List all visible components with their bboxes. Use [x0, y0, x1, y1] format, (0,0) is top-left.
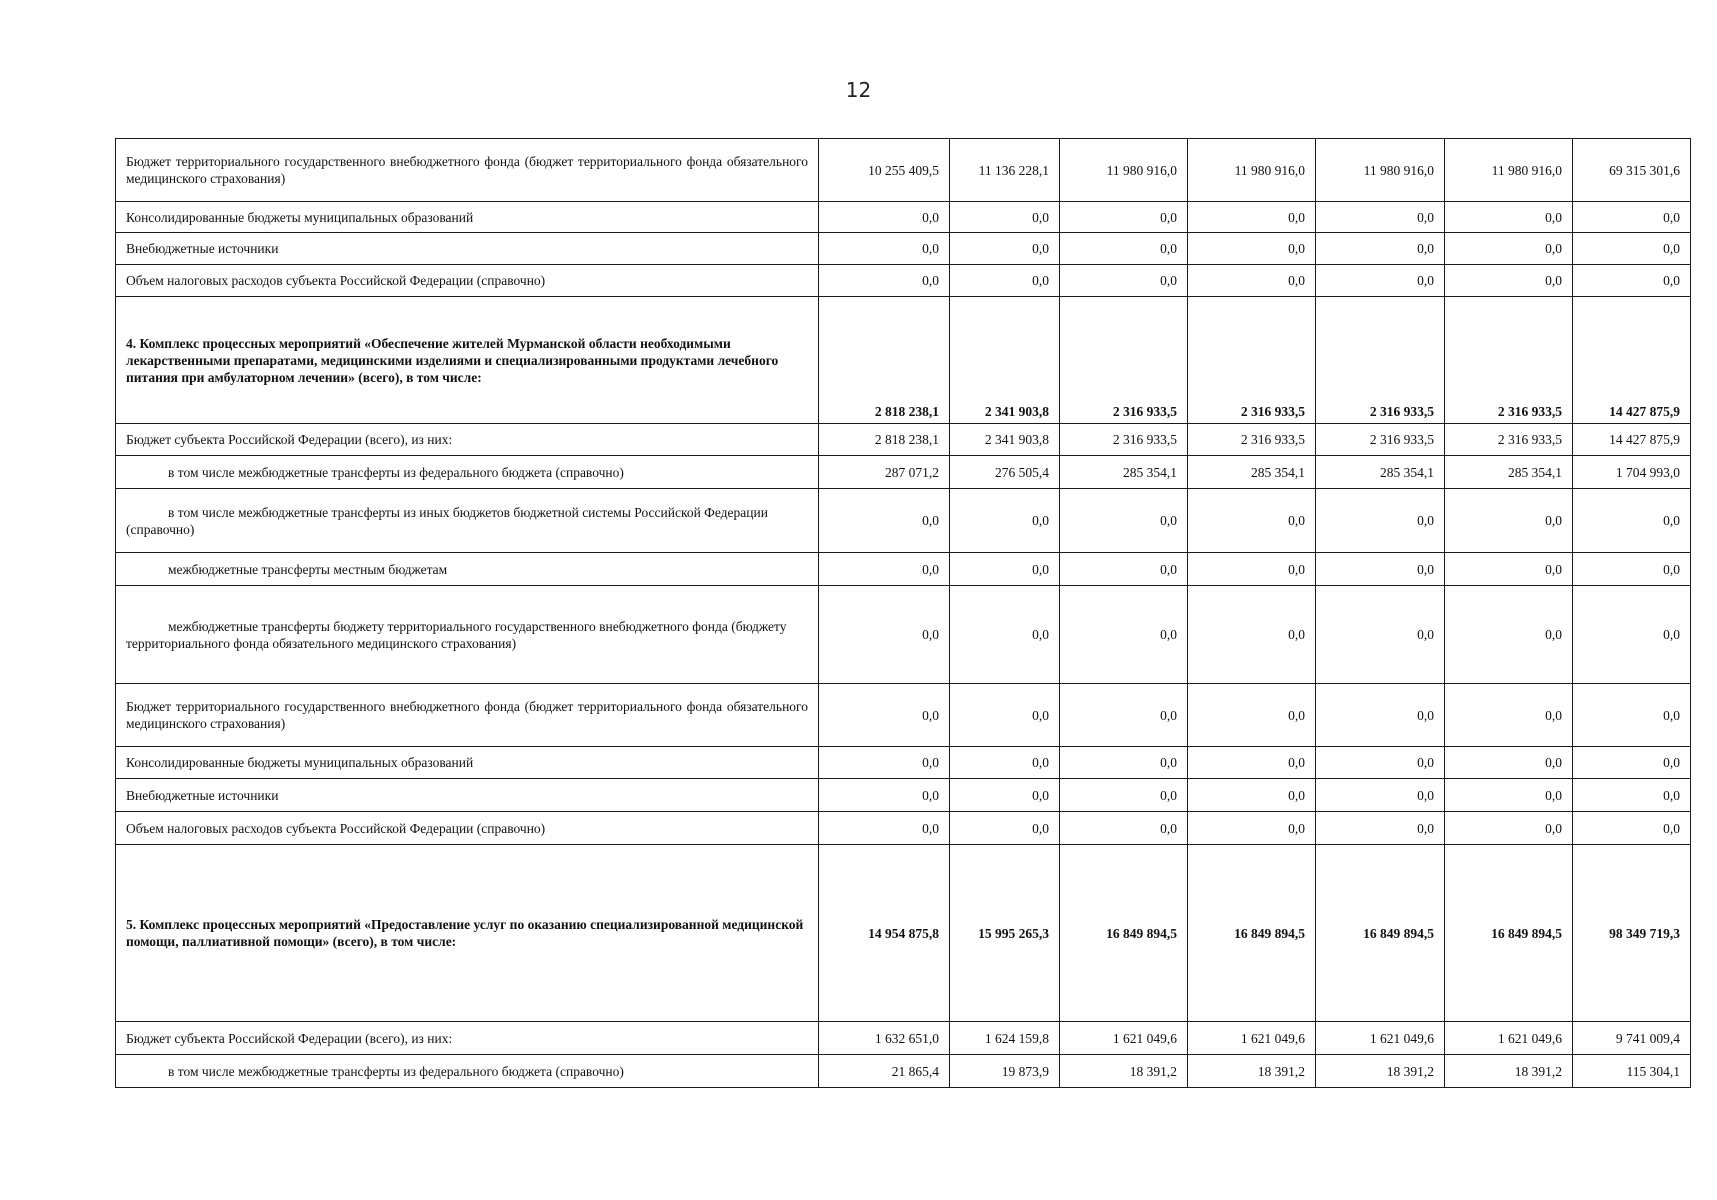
value-cell: 0,0 — [1188, 265, 1316, 297]
value-cell: 0,0 — [1445, 747, 1573, 779]
value-cell: 0,0 — [1445, 779, 1573, 812]
value-cell: 0,0 — [1060, 779, 1188, 812]
value-cell: 0,0 — [1445, 812, 1573, 845]
row-label: Внебюджетные источники — [116, 233, 819, 265]
value-cell: 0,0 — [1060, 586, 1188, 684]
section-label: 5. Комплекс процессных мероприятий «Предоставление услуг по оказанию специализированной медицинской помощи, паллиативной помощи» (всего), в том числе: — [116, 845, 819, 1022]
budget-table — [115, 138, 1691, 1088]
table-row — [116, 553, 1691, 586]
value-cell: 2 316 933,5 — [1316, 424, 1445, 456]
value-cell: 11 980 916,0 — [1316, 139, 1445, 202]
table-row — [116, 779, 1691, 812]
value-cell: 2 316 933,5 — [1445, 424, 1573, 456]
table-row — [116, 265, 1691, 297]
value-cell: 0,0 — [819, 202, 950, 233]
table-row — [116, 456, 1691, 489]
value-cell: 1 632 651,0 — [819, 1022, 950, 1055]
value-cell: 16 849 894,5 — [1188, 845, 1316, 1022]
total-cell: 0,0 — [1573, 202, 1691, 233]
value-cell: 1 621 049,6 — [1445, 1022, 1573, 1055]
value-cell: 18 391,2 — [1445, 1055, 1573, 1088]
total-cell: 0,0 — [1573, 684, 1691, 747]
value-cell: 0,0 — [1188, 586, 1316, 684]
value-cell: 0,0 — [819, 489, 950, 553]
value-cell: 2 341 903,8 — [950, 424, 1060, 456]
value-cell: 0,0 — [819, 684, 950, 747]
table-row — [116, 139, 1691, 202]
section-row — [116, 297, 1691, 424]
value-cell: 1 624 159,8 — [950, 1022, 1060, 1055]
value-cell: 2 316 933,5 — [1060, 424, 1188, 456]
total-cell: 0,0 — [1573, 265, 1691, 297]
value-cell: 21 865,4 — [819, 1055, 950, 1088]
table-row — [116, 489, 1691, 553]
value-cell: 0,0 — [1445, 265, 1573, 297]
value-cell: 0,0 — [1445, 553, 1573, 586]
total-cell: 0,0 — [1573, 233, 1691, 265]
value-cell: 0,0 — [819, 553, 950, 586]
value-cell: 1 621 049,6 — [1060, 1022, 1188, 1055]
value-cell: 0,0 — [1188, 233, 1316, 265]
value-cell: 0,0 — [1060, 553, 1188, 586]
value-cell: 1 621 049,6 — [1316, 1022, 1445, 1055]
value-cell: 0,0 — [1316, 812, 1445, 845]
row-label: в том числе межбюджетные трансферты из иных бюджетов бюджетной системы Российской Федерации (справочно) — [116, 489, 819, 553]
value-cell: 0,0 — [950, 812, 1060, 845]
value-cell: 285 354,1 — [1060, 456, 1188, 489]
value-cell: 0,0 — [819, 233, 950, 265]
value-cell: 0,0 — [950, 684, 1060, 747]
value-cell: 0,0 — [1060, 812, 1188, 845]
table-row — [116, 1022, 1691, 1055]
value-cell: 11 980 916,0 — [1060, 139, 1188, 202]
value-cell: 0,0 — [1316, 202, 1445, 233]
value-cell: 0,0 — [1445, 489, 1573, 553]
total-cell: 0,0 — [1573, 779, 1691, 812]
value-cell: 2 341 903,8 — [950, 297, 1060, 424]
value-cell: 0,0 — [950, 489, 1060, 553]
value-cell: 0,0 — [1188, 553, 1316, 586]
value-cell: 285 354,1 — [1316, 456, 1445, 489]
value-cell: 18 391,2 — [1060, 1055, 1188, 1088]
value-cell: 0,0 — [1188, 489, 1316, 553]
value-cell: 0,0 — [950, 233, 1060, 265]
value-cell: 11 980 916,0 — [1188, 139, 1316, 202]
value-cell: 285 354,1 — [1188, 456, 1316, 489]
value-cell: 18 391,2 — [1316, 1055, 1445, 1088]
total-cell: 0,0 — [1573, 747, 1691, 779]
value-cell: 0,0 — [819, 265, 950, 297]
value-cell: 0,0 — [1316, 553, 1445, 586]
value-cell: 2 818 238,1 — [819, 297, 950, 424]
budget-table-body — [116, 139, 1691, 1088]
row-label: Объем налоговых расходов субъекта Российской Федерации (справочно) — [116, 812, 819, 845]
row-label: межбюджетные трансферты местным бюджетам — [116, 553, 819, 586]
row-label: межбюджетные трансферты бюджету территориального государственного внебюджетного фонда (бюджету территориального фонда обязательного медицинского страхования) — [116, 586, 819, 684]
table-row — [116, 684, 1691, 747]
value-cell: 0,0 — [1188, 747, 1316, 779]
total-cell: 0,0 — [1573, 586, 1691, 684]
value-cell: 0,0 — [1445, 202, 1573, 233]
value-cell: 2 316 933,5 — [1060, 297, 1188, 424]
value-cell: 11 980 916,0 — [1445, 139, 1573, 202]
row-label: Консолидированные бюджеты муниципальных образований — [116, 202, 819, 233]
total-cell: 1 704 993,0 — [1573, 456, 1691, 489]
row-label: Бюджет субъекта Российской Федерации (всего), из них: — [116, 1022, 819, 1055]
section-label: 4. Комплекс процессных мероприятий «Обеспечение жителей Мурманской области необходимыми лекарственными препаратами, медицинскими изделиями и специализированными продуктами лечебного питания при амбулаторном лечении» (всего), в том числе: — [116, 297, 819, 424]
value-cell: 0,0 — [1316, 489, 1445, 553]
total-cell: 14 427 875,9 — [1573, 424, 1691, 456]
value-cell: 18 391,2 — [1188, 1055, 1316, 1088]
value-cell: 0,0 — [1188, 684, 1316, 747]
value-cell: 1 621 049,6 — [1188, 1022, 1316, 1055]
total-cell: 14 427 875,9 — [1573, 297, 1691, 424]
total-cell: 115 304,1 — [1573, 1055, 1691, 1088]
value-cell: 14 954 875,8 — [819, 845, 950, 1022]
value-cell: 16 849 894,5 — [1445, 845, 1573, 1022]
total-cell: 98 349 719,3 — [1573, 845, 1691, 1022]
value-cell: 276 505,4 — [950, 456, 1060, 489]
value-cell: 287 071,2 — [819, 456, 950, 489]
value-cell: 0,0 — [1316, 684, 1445, 747]
value-cell: 19 873,9 — [950, 1055, 1060, 1088]
row-label: Консолидированные бюджеты муниципальных образований — [116, 747, 819, 779]
value-cell: 0,0 — [1316, 779, 1445, 812]
total-cell: 0,0 — [1573, 812, 1691, 845]
value-cell: 0,0 — [1445, 233, 1573, 265]
value-cell: 0,0 — [1060, 202, 1188, 233]
page-number: 12 — [845, 78, 872, 102]
value-cell: 0,0 — [950, 265, 1060, 297]
value-cell: 0,0 — [950, 553, 1060, 586]
value-cell: 10 255 409,5 — [819, 139, 950, 202]
value-cell: 11 136 228,1 — [950, 139, 1060, 202]
value-cell: 0,0 — [1445, 586, 1573, 684]
table-row — [116, 586, 1691, 684]
value-cell: 0,0 — [1060, 489, 1188, 553]
row-label: Внебюджетные источники — [116, 779, 819, 812]
value-cell: 0,0 — [1188, 779, 1316, 812]
value-cell: 0,0 — [1316, 265, 1445, 297]
value-cell: 2 316 933,5 — [1188, 424, 1316, 456]
row-label: в том числе межбюджетные трансферты из федерального бюджета (справочно) — [116, 456, 819, 489]
value-cell: 0,0 — [819, 747, 950, 779]
row-label: Бюджет территориального государственного внебюджетного фонда (бюджет территориального фонда обязательного медицинского страхования) — [116, 684, 819, 747]
table-row — [116, 424, 1691, 456]
total-cell: 0,0 — [1573, 489, 1691, 553]
value-cell: 0,0 — [950, 586, 1060, 684]
section-row — [116, 845, 1691, 1022]
value-cell: 2 316 933,5 — [1188, 297, 1316, 424]
value-cell: 2 316 933,5 — [1316, 297, 1445, 424]
value-cell: 0,0 — [1060, 747, 1188, 779]
total-cell: 0,0 — [1573, 553, 1691, 586]
row-label: Бюджет территориального государственного внебюджетного фонда (бюджет территориального фонда обязательного медицинского страхования) — [116, 139, 819, 202]
value-cell: 0,0 — [1316, 233, 1445, 265]
total-cell: 9 741 009,4 — [1573, 1022, 1691, 1055]
value-cell: 0,0 — [819, 779, 950, 812]
value-cell: 0,0 — [950, 202, 1060, 233]
table-row — [116, 1055, 1691, 1088]
value-cell: 15 995 265,3 — [950, 845, 1060, 1022]
value-cell: 2 818 238,1 — [819, 424, 950, 456]
value-cell: 0,0 — [819, 586, 950, 684]
total-cell: 69 315 301,6 — [1573, 139, 1691, 202]
value-cell: 0,0 — [1060, 265, 1188, 297]
value-cell: 0,0 — [1445, 684, 1573, 747]
value-cell: 0,0 — [950, 779, 1060, 812]
table-row — [116, 233, 1691, 265]
value-cell: 0,0 — [1188, 812, 1316, 845]
value-cell: 0,0 — [1316, 586, 1445, 684]
row-label: Объем налоговых расходов субъекта Российской Федерации (справочно) — [116, 265, 819, 297]
value-cell: 0,0 — [819, 812, 950, 845]
table-row — [116, 747, 1691, 779]
row-label: в том числе межбюджетные трансферты из федерального бюджета (справочно) — [116, 1055, 819, 1088]
value-cell: 16 849 894,5 — [1316, 845, 1445, 1022]
value-cell: 0,0 — [1060, 233, 1188, 265]
value-cell: 0,0 — [1060, 684, 1188, 747]
value-cell: 0,0 — [1316, 747, 1445, 779]
value-cell: 2 316 933,5 — [1445, 297, 1573, 424]
value-cell: 0,0 — [950, 747, 1060, 779]
table-row — [116, 812, 1691, 845]
value-cell: 16 849 894,5 — [1060, 845, 1188, 1022]
value-cell: 0,0 — [1188, 202, 1316, 233]
row-label: Бюджет субъекта Российской Федерации (всего), из них: — [116, 424, 819, 456]
value-cell: 285 354,1 — [1445, 456, 1573, 489]
table-row — [116, 202, 1691, 233]
